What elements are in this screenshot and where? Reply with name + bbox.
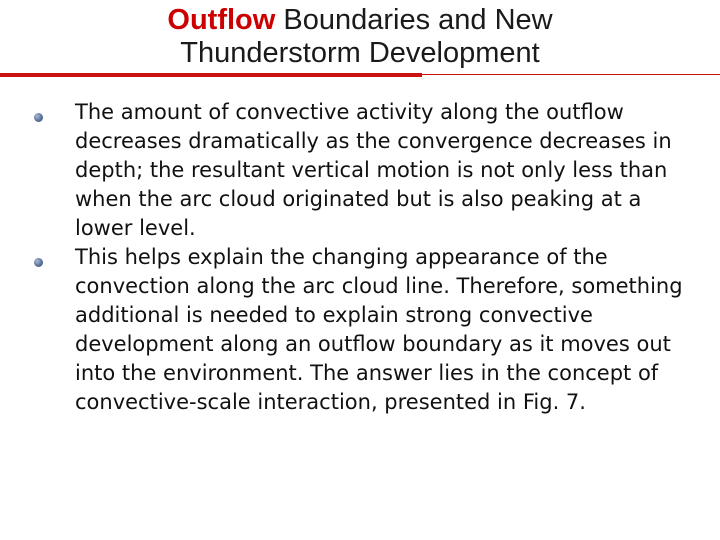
title-underline-thick (0, 73, 422, 77)
title-line2: Thunderstorm Development (180, 37, 540, 69)
bullet-text: The amount of convective activity along the outflow decreases dramatically as the convergence decreases in depth; the resultant vertical motion is not only less than when the arc cloud originated but is also peaking at a lower level. (75, 100, 672, 240)
bullet-text: This helps explain the changing appearance of the convection along the arc cloud line. Therefore, something additional is needed to explain strong convective development along an outflow boundary as it moves out into the environment. The answer lies in the concept of convective-scale interaction, presented in Fig. 7. (75, 245, 683, 414)
bullet-dot-icon (34, 113, 43, 122)
title-emphasis: Outflow (167, 4, 276, 36)
bullet-list (30, 98, 690, 417)
slide-title (0, 4, 720, 70)
bullet-dot-icon (34, 258, 43, 267)
title-underline-thin (422, 74, 720, 75)
bullet-item (30, 243, 690, 417)
title-line1-rest: Boundaries and New (275, 4, 553, 36)
bullet-item (30, 98, 690, 243)
title-underline (0, 73, 720, 78)
